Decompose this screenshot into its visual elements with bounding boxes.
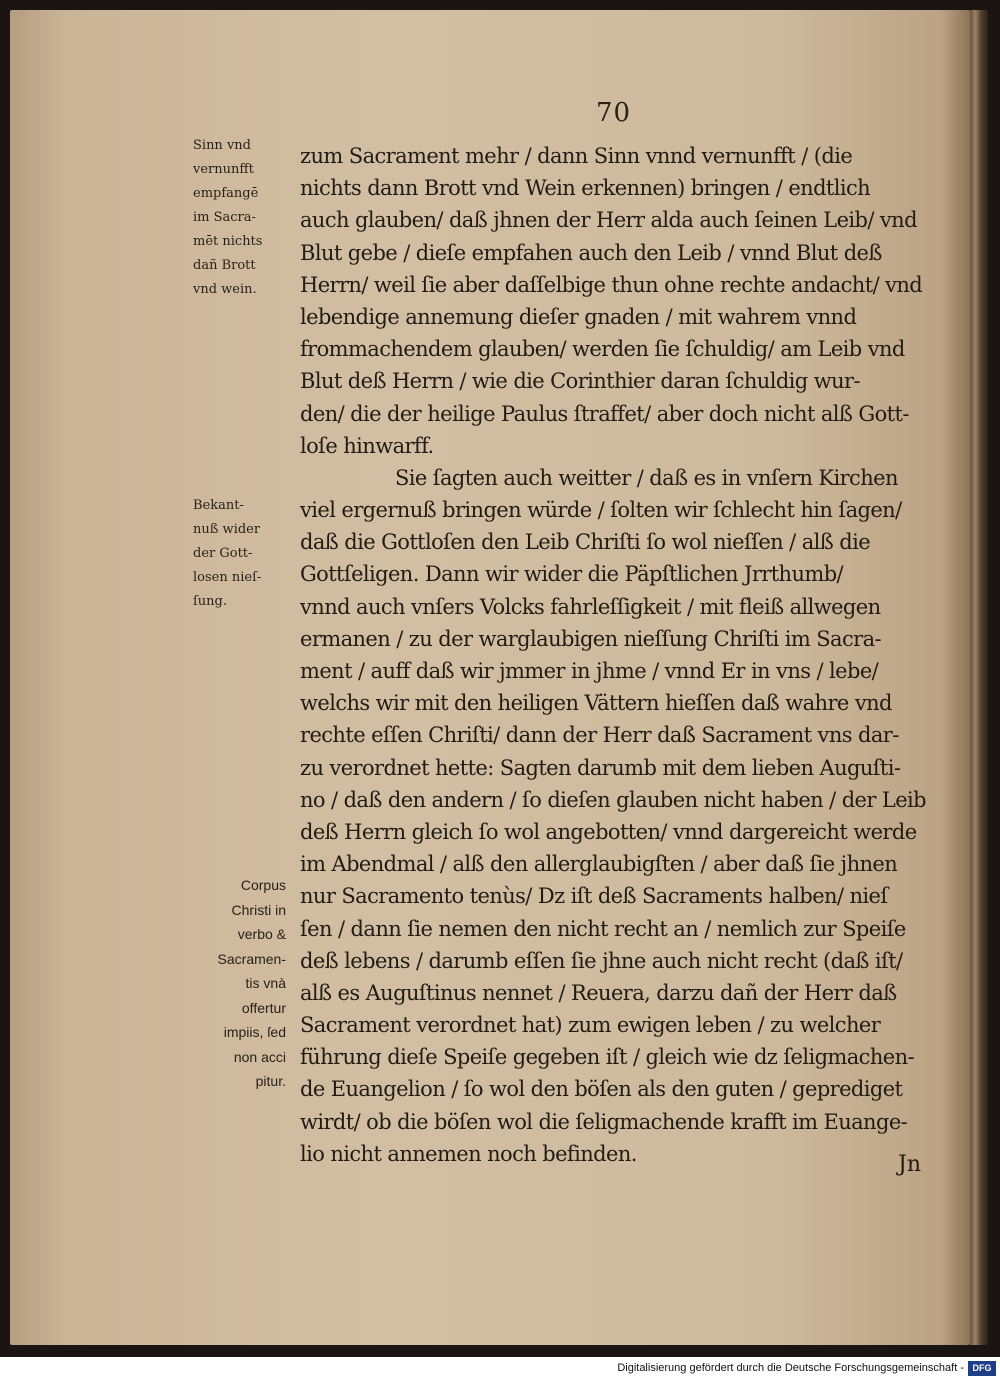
text-line: deß lebens / darumb eſſen ſie jhne auch nicht recht (daß iſt/ bbox=[300, 948, 903, 973]
text-line: Gottſeligen. Dann wir wider die Päpſtlichen Jrrthumb/ bbox=[300, 562, 844, 587]
margin-note-line: Bekant- bbox=[193, 498, 244, 513]
margin-note-line: vernunfft bbox=[193, 162, 254, 177]
footer-credit: Digitalisierung gefördert durch die Deutsche Forschungsgemeinschaft - bbox=[617, 1362, 964, 1374]
dfg-logo: DFG bbox=[968, 1361, 996, 1376]
margin-note-line: nuß wider bbox=[193, 522, 261, 537]
text-line: daß die Gottloſen den Leib Chriſti ſo wol nieſſen / alß die bbox=[300, 530, 871, 555]
margin-note-line: Sinn vnd bbox=[193, 138, 251, 153]
text-line: Blut deß Herrn / wie die Corinthier daran ſchuldig wur- bbox=[300, 369, 860, 394]
text-line: deß Herrn gleich ſo wol angebotten/ vnnd dargereicht werde bbox=[300, 819, 917, 844]
margin-note-line: tis vnà bbox=[245, 975, 286, 991]
text-line: den/ die der heilige Paulus ſtraffet/ aber doch nicht alß Gott- bbox=[300, 401, 909, 426]
text-line: nur Sacramento tenùs/ Dz iſt deß Sacraments halben/ nieſ bbox=[300, 884, 888, 909]
body-text bbox=[300, 140, 945, 1170]
text-line: nichts dann Brott vnd Wein erkennen) bringen / endtlich bbox=[300, 176, 871, 201]
margin-note-corpus-christi bbox=[193, 873, 298, 1094]
margin-note-line: ſung. bbox=[193, 594, 228, 609]
catchword: Jn bbox=[898, 1152, 921, 1177]
margin-note-line: empfangē bbox=[193, 186, 259, 201]
text-line: no / daß den andern / ſo dieſen glauben nicht haben / der Leib bbox=[300, 787, 927, 812]
text-line: ment / auff daß wir jmmer in jhme / vnnd Er in vns / lebe/ bbox=[300, 659, 879, 683]
margin-note-line: dañ Brott bbox=[193, 258, 256, 273]
text-line: ermanen / zu der warglaubigen nieſſung Chriſti im Sacra- bbox=[300, 626, 881, 651]
text-line: führung dieſe Speiſe gegeben iſt / gleich wie dz ſeligmachen- bbox=[300, 1045, 914, 1070]
margin-note-line: pitur. bbox=[255, 1073, 286, 1089]
text-line: Herrn/ weil ſie aber daſſelbige thun ohne rechte andacht/ vnd bbox=[300, 272, 923, 297]
page-number: 70 bbox=[596, 98, 632, 128]
text-line: viel ergernuß bringen würde / ſolten wir ſchlecht hin ſagen/ bbox=[300, 498, 902, 523]
text-line: auch glauben/ daß jhnen der Herr alda auch ſeinen Leib/ vnd bbox=[300, 208, 917, 233]
margin-note-line: vnd wein. bbox=[193, 282, 257, 297]
page-edge bbox=[970, 10, 988, 1345]
margin-note-line: Sacramen- bbox=[217, 950, 286, 967]
text-line: Blut gebe / dieſe empfahen auch den Leib / vnnd Blut deß bbox=[300, 240, 882, 265]
margin-note-line: im Sacra- bbox=[193, 210, 256, 225]
text-line: rechte eſſen Chriſti/ dann der Herr daß Sacrament vns dar- bbox=[300, 723, 899, 748]
margin-note-line: impiis, ſed bbox=[223, 1024, 286, 1040]
text-line: vnnd auch vnſers Volcks fahrleſſigkeit / mit fleiß allwegen bbox=[300, 594, 881, 619]
margin-note-line: offertur bbox=[241, 999, 286, 1016]
text-line: alß es Auguſtinus nennet / Reuera, darzu dañ der Herr daß bbox=[300, 980, 897, 1005]
margin-note-line: Corpus bbox=[240, 877, 286, 893]
text-line: welchs wir mit den heiligen Vättern hieſſen daß wahre vnd bbox=[300, 691, 892, 716]
margin-note-bekantnuss bbox=[193, 494, 298, 614]
margin-note-line: Christi in bbox=[231, 901, 286, 918]
margin-note-line: non acci bbox=[233, 1048, 286, 1065]
margin-note-line: der Gott- bbox=[193, 546, 253, 561]
margin-note-line: losen nieſ- bbox=[193, 570, 262, 585]
text-line: ſen / dann ſie nemen den nicht recht an / nemlich zur Speiſe bbox=[300, 916, 906, 941]
text-line: de Euangelion / ſo wol den böſen als den guten / geprediget bbox=[300, 1077, 903, 1102]
text-line: Sie ſagten auch weitter / daß es in vnſern Kirchen bbox=[395, 465, 898, 490]
text-line: Sacrament verordnet hat) zum ewigen leben / zu welcher bbox=[300, 1013, 881, 1038]
text-line: zum Sacrament mehr / dann Sinn vnnd vernunfft / (die bbox=[300, 144, 853, 168]
text-line: wirdt/ ob die böſen wol die ſeligmachende krafft im Euange- bbox=[300, 1109, 908, 1134]
footer-bar bbox=[0, 1357, 1000, 1381]
margin-note-line: verbo & bbox=[237, 926, 286, 942]
margin-note-line: mēt nichts bbox=[193, 234, 263, 249]
margin-note-sinn-vernunfft bbox=[193, 134, 298, 302]
text-line: loſe hinwarff. bbox=[300, 433, 434, 458]
text-line: frommachendem glauben/ werden ſie ſchuldig/ am Leib vnd bbox=[300, 337, 905, 362]
text-line: lebendige annemung dieſer gnaden / mit wahrem vnnd bbox=[300, 304, 857, 329]
text-line: im Abendmal / alß den allerglaubigſten / aber daß ſie jhnen bbox=[300, 852, 898, 877]
text-line: zu verordnet hette: Sagten darumb mit dem lieben Auguſti- bbox=[300, 755, 901, 780]
text-line: lio nicht annemen noch befinden. bbox=[300, 1141, 637, 1166]
